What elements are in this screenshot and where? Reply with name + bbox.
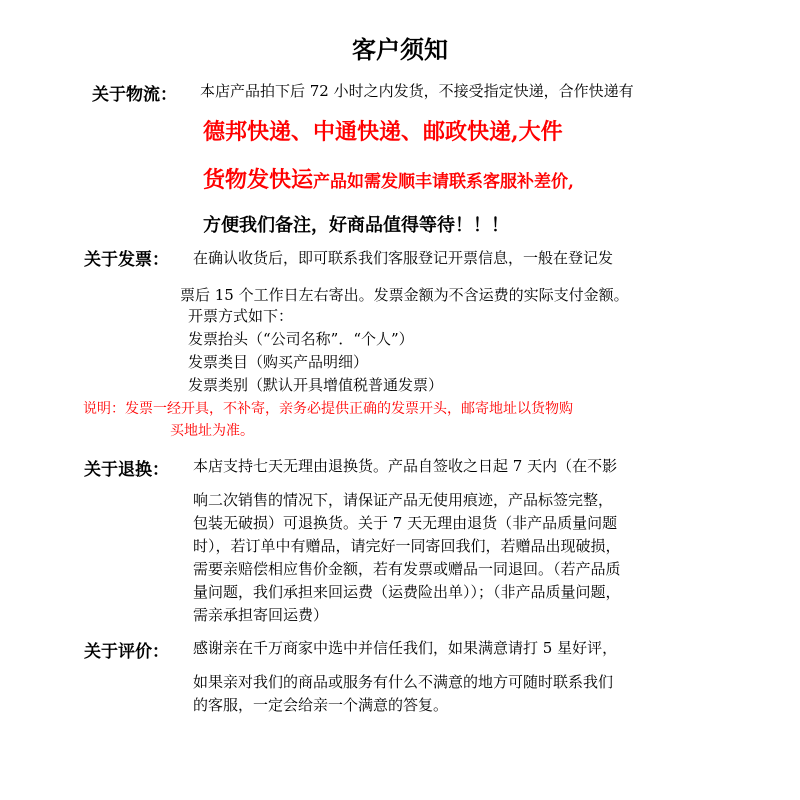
reviews-line: 感谢亲在千万商家中选中并信任我们，如果满意请打 5 星好评， bbox=[193, 639, 618, 657]
logistics-heading: 关于物流： bbox=[92, 85, 177, 105]
page-title: 客户须知 bbox=[352, 35, 448, 64]
invoice-category-option: 发票类目（购买产品明细） bbox=[188, 353, 369, 371]
invoice-notice: 说明：发票一经开具，不补寄，亲务必提供正确的发票开头，邮寄地址以货物购 bbox=[83, 401, 573, 417]
returns-line: 时），若订单中有赠品，请完好一同寄回我们，若赠品出现破损， bbox=[193, 537, 621, 555]
returns-line: 需要亲赔偿相应售价金额，若有发票或赠品一同退回。（若产品质 bbox=[193, 560, 621, 578]
returns-line: 响二次销售的情况下，请保证产品无使用痕迹，产品标签完整， bbox=[193, 491, 614, 509]
reviews-line: 的客服，一定会给亲一个满意的答复。 bbox=[193, 696, 449, 714]
reviews-line: 如果亲对我们的商品或服务有什么不满意的地方可随时联系我们 bbox=[193, 673, 614, 691]
logistics-note: 方便我们备注，好商品值得等待！！！ bbox=[203, 215, 509, 236]
invoice-title-option: 发票抬头（“公司名称”．“个人”） bbox=[188, 330, 414, 348]
returns-line: 包装无破损）可退换货。关于 7 天无理由退货（非产品质量问题 bbox=[193, 514, 618, 532]
invoice-type-option: 发票类别（默认开具增值税普通发票） bbox=[188, 376, 444, 394]
logistics-text: 本店产品拍下后 72 小时之内发货，不接受指定快递，合作快递有 bbox=[200, 82, 634, 100]
logistics-couriers: 德邦快递、中通快递、邮政快递,大件 bbox=[203, 119, 563, 145]
returns-line: 量问题，我们承担来回运费（运费险出单））；（非产品质量问题， bbox=[193, 583, 621, 601]
logistics-sf-note: 产品如需发顺丰请联系客服补差价, bbox=[313, 172, 574, 192]
returns-line: 本店支持七天无理由退换货。产品自签收之日起 7 天内（在不影 bbox=[193, 457, 618, 475]
reviews-heading: 关于评价： bbox=[84, 642, 169, 662]
returns-heading: 关于退换： bbox=[84, 460, 169, 480]
returns-line: 需亲承担寄回运费） bbox=[193, 606, 329, 624]
invoice-line: 在确认收货后，即可联系我们客服登记开票信息，一般在登记发 bbox=[193, 249, 614, 267]
invoice-method-label: 开票方式如下： bbox=[188, 307, 294, 325]
logistics-freight bbox=[203, 163, 574, 194]
logistics-freight-label: 货物发快运 bbox=[203, 167, 314, 193]
invoice-notice-cont: 买地址为准。 bbox=[170, 423, 254, 439]
invoice-line: 票后 15 个工作日左右寄出。发票金额为不含运费的实际支付金额。 bbox=[180, 286, 629, 304]
invoice-heading: 关于发票： bbox=[84, 250, 169, 270]
